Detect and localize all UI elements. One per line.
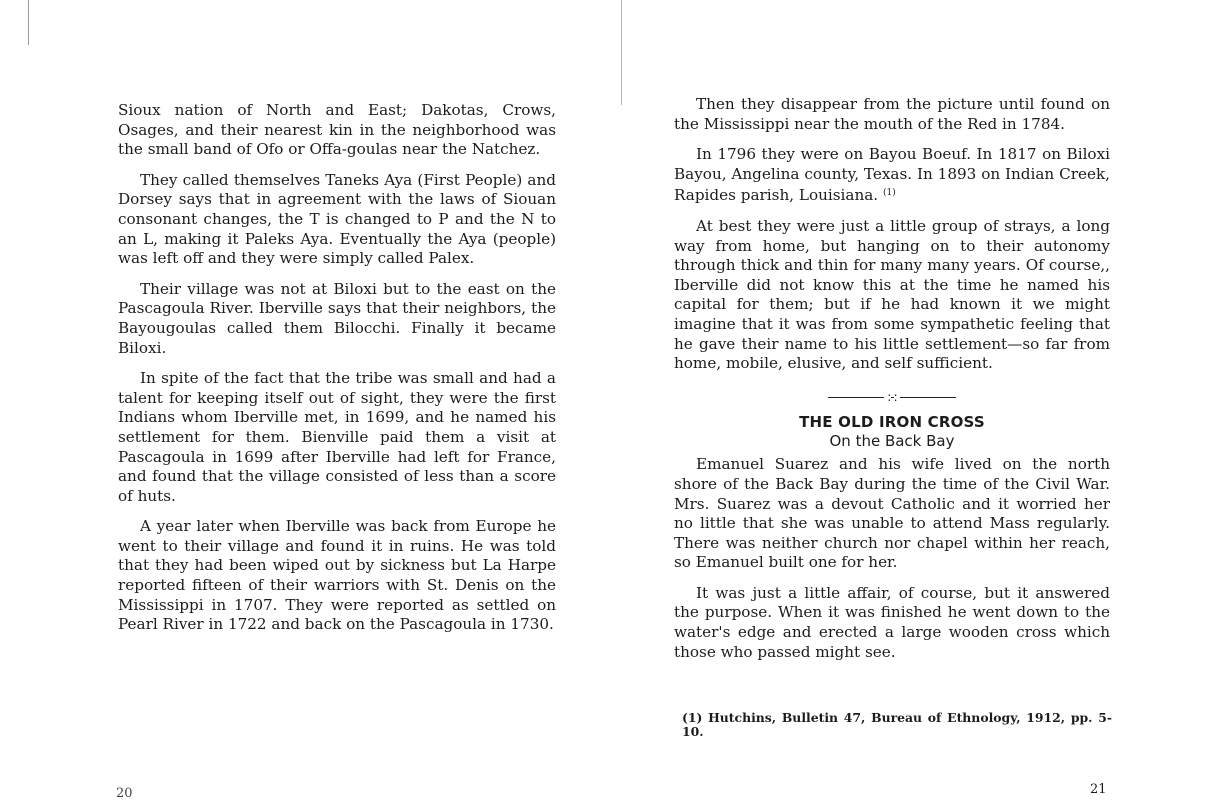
right-text-column <box>674 95 1110 673</box>
left-page <box>0 0 604 805</box>
section-subtitle: On the Back Bay <box>829 432 955 451</box>
left-paragraph-2: They called themselves Taneks Aya (First People) and Dorsey says that in agreement with the laws of Siouan consonant changes, the T is changed to P and the N to an L, making it Paleks Aya. Eventually the Aya (people) was left off and they were simply called Palex. <box>118 170 556 268</box>
left-paragraph-1: Sioux nation of North and East; Dakotas, Crows, Osages, and their nearest kin in the neighborhood was the small band of Ofo or Offa-goulas near the Natchez. <box>118 101 556 159</box>
divider-rule-left <box>828 397 884 398</box>
divider-rule-right <box>900 397 956 398</box>
left-paragraph-5: A year later when Iberville was back from Europe he went to their village and found it in ruins. He was told that they had been wiped out by sickness but La Harpe reported fifteen of their warriors with St. Denis on the Mississippi in 1707. They were reported as settled on Pearl River in 1722 and back on the Pascagoula in 1730. <box>118 517 556 634</box>
footnote: (1) Hutchins, Bulletin 47, Bureau of Ethnology, 1912, pp. 5-10. <box>682 710 1112 739</box>
section-divider <box>674 388 1110 408</box>
left-page-number: 20 <box>116 786 133 801</box>
left-paragraph-3: Their village was not at Biloxi but to the east on the Pascagoula River. Iberville says that their neighbors, the Bayougoulas called them Bilocchi. Finally it became Biloxi. <box>118 279 556 357</box>
right-paragraph-2-text: In 1796 they were on Bayou Boeuf. In 1817 on Biloxi Bayou, Angelina county, Texas. In 1893 on Indian Creek, Rapides parish, Louisiana. <box>674 145 1110 205</box>
left-paragraph-4: In spite of the fact that the tribe was small and had a talent for keeping itself out of sight, they were the first Indians whom Iberville met, in 1699, and he named his settlement for them. Bienville paid them a visit at Pascagoula in 1699 after Iberville had left for France, and found that the village consisted of less than a score of huts. <box>118 369 556 505</box>
section-title: THE OLD IRON CROSS <box>799 413 985 432</box>
divider-mark: :-: <box>887 389 897 404</box>
footnote-marker: (1) <box>882 188 896 199</box>
right-page <box>604 0 1209 805</box>
right-paragraph-3: At best they were just a little group of strays, a long way from home, but hanging on to their autonomy through thick and thin for many many years. Of course,, Iberville did not know this at the time he named his capital for them; but if he had known it we might imagine that it was from some sympathetic feeling that he gave their name to his little settlement—so far from home, mobile, elusive, and self sufficient. <box>674 216 1110 373</box>
right-paragraph-5: It was just a little affair, of course, but it answered the purpose. When it was finished he went down to the water's edge and erected a large wooden cross which those who passed might see. <box>674 583 1110 661</box>
right-page-number: 21 <box>1090 782 1107 797</box>
right-paragraph-1: Then they disappear from the picture until found on the Mississippi near the mouth of the Red in 1784. <box>674 95 1110 133</box>
left-text-column <box>118 101 556 646</box>
right-paragraph-4: Emanuel Suarez and his wife lived on the north shore of the Back Bay during the time of the Civil War. Mrs. Suarez was a devout Catholic and it worried her no little that she was unable to attend Mass regularly. There was neither church nor chapel within her reach, so Emanuel built one for her. <box>674 455 1110 572</box>
right-paragraph-2 <box>674 145 1110 206</box>
